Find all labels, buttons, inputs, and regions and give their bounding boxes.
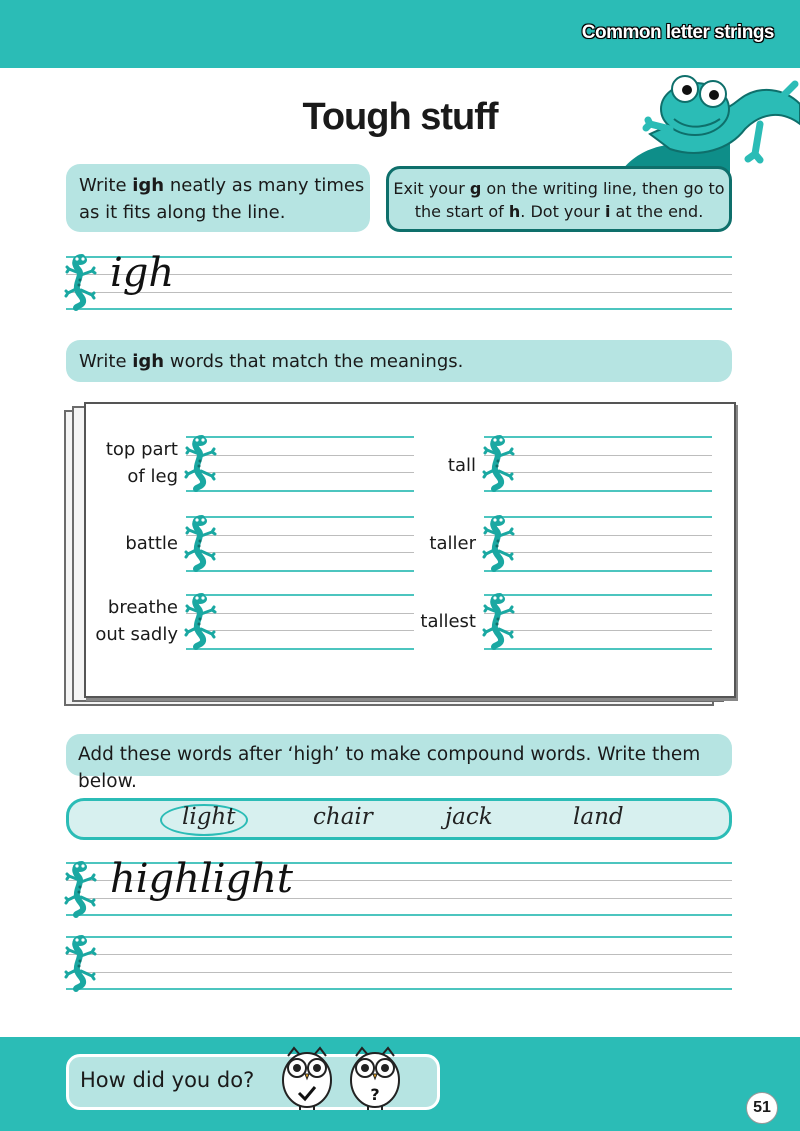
answer-lines[interactable] <box>186 594 414 650</box>
meaning-label: tallest <box>420 611 476 632</box>
owl-question-icon[interactable] <box>346 1046 404 1110</box>
gecko-icon <box>64 934 100 992</box>
meaning-label: taller <box>429 533 476 554</box>
word-bank-item: jack <box>445 804 493 830</box>
gecko-icon <box>64 860 100 918</box>
gecko-icon <box>482 592 518 650</box>
meaning-label: battle <box>125 533 178 554</box>
answer-lines[interactable] <box>484 436 712 492</box>
word-bank-item: land <box>573 804 624 830</box>
answer-lines[interactable] <box>186 516 414 572</box>
gecko-icon <box>184 514 220 572</box>
owl-tick-icon[interactable] <box>278 1046 336 1110</box>
instruction-compound-words: Add these words after ‘high’ to make compound words. Write them below. <box>66 734 732 776</box>
section-title: Common letter strings <box>581 22 774 43</box>
gecko-icon <box>482 434 518 492</box>
gecko-icon <box>482 514 518 572</box>
compound-example: highlight <box>110 856 293 902</box>
word-bank-item: chair <box>313 804 373 830</box>
handwriting-lines-compound-2[interactable] <box>66 936 732 990</box>
answer-lines[interactable] <box>484 594 712 650</box>
svg-text:?: ? <box>370 1085 380 1104</box>
page-title: Tough stuff <box>302 96 498 138</box>
gecko-icon <box>184 434 220 492</box>
self-assessment-prompt: How did you do? <box>80 1068 255 1092</box>
answer-lines[interactable] <box>186 436 414 492</box>
meaning-label: top part of leg <box>105 439 178 487</box>
practice-sample-igh: igh <box>110 250 175 296</box>
tip-bubble: Exit your g on the writing line, then go to the start of h. Dot your i at the end. <box>386 166 732 232</box>
word-bank-item: light <box>182 804 236 830</box>
meaning-label: tall <box>447 455 476 476</box>
meaning-label: breathe out sadly <box>95 597 178 645</box>
instruction-igh-words: Write igh words that match the meanings. <box>66 340 732 382</box>
header-bar <box>0 0 800 68</box>
page-number: 51 <box>746 1092 778 1124</box>
instruction-write-igh: Write igh neatly as many times as it fits along the line. <box>66 164 370 232</box>
gecko-icon <box>64 253 100 311</box>
gecko-icon <box>184 592 220 650</box>
answer-lines[interactable] <box>484 516 712 572</box>
